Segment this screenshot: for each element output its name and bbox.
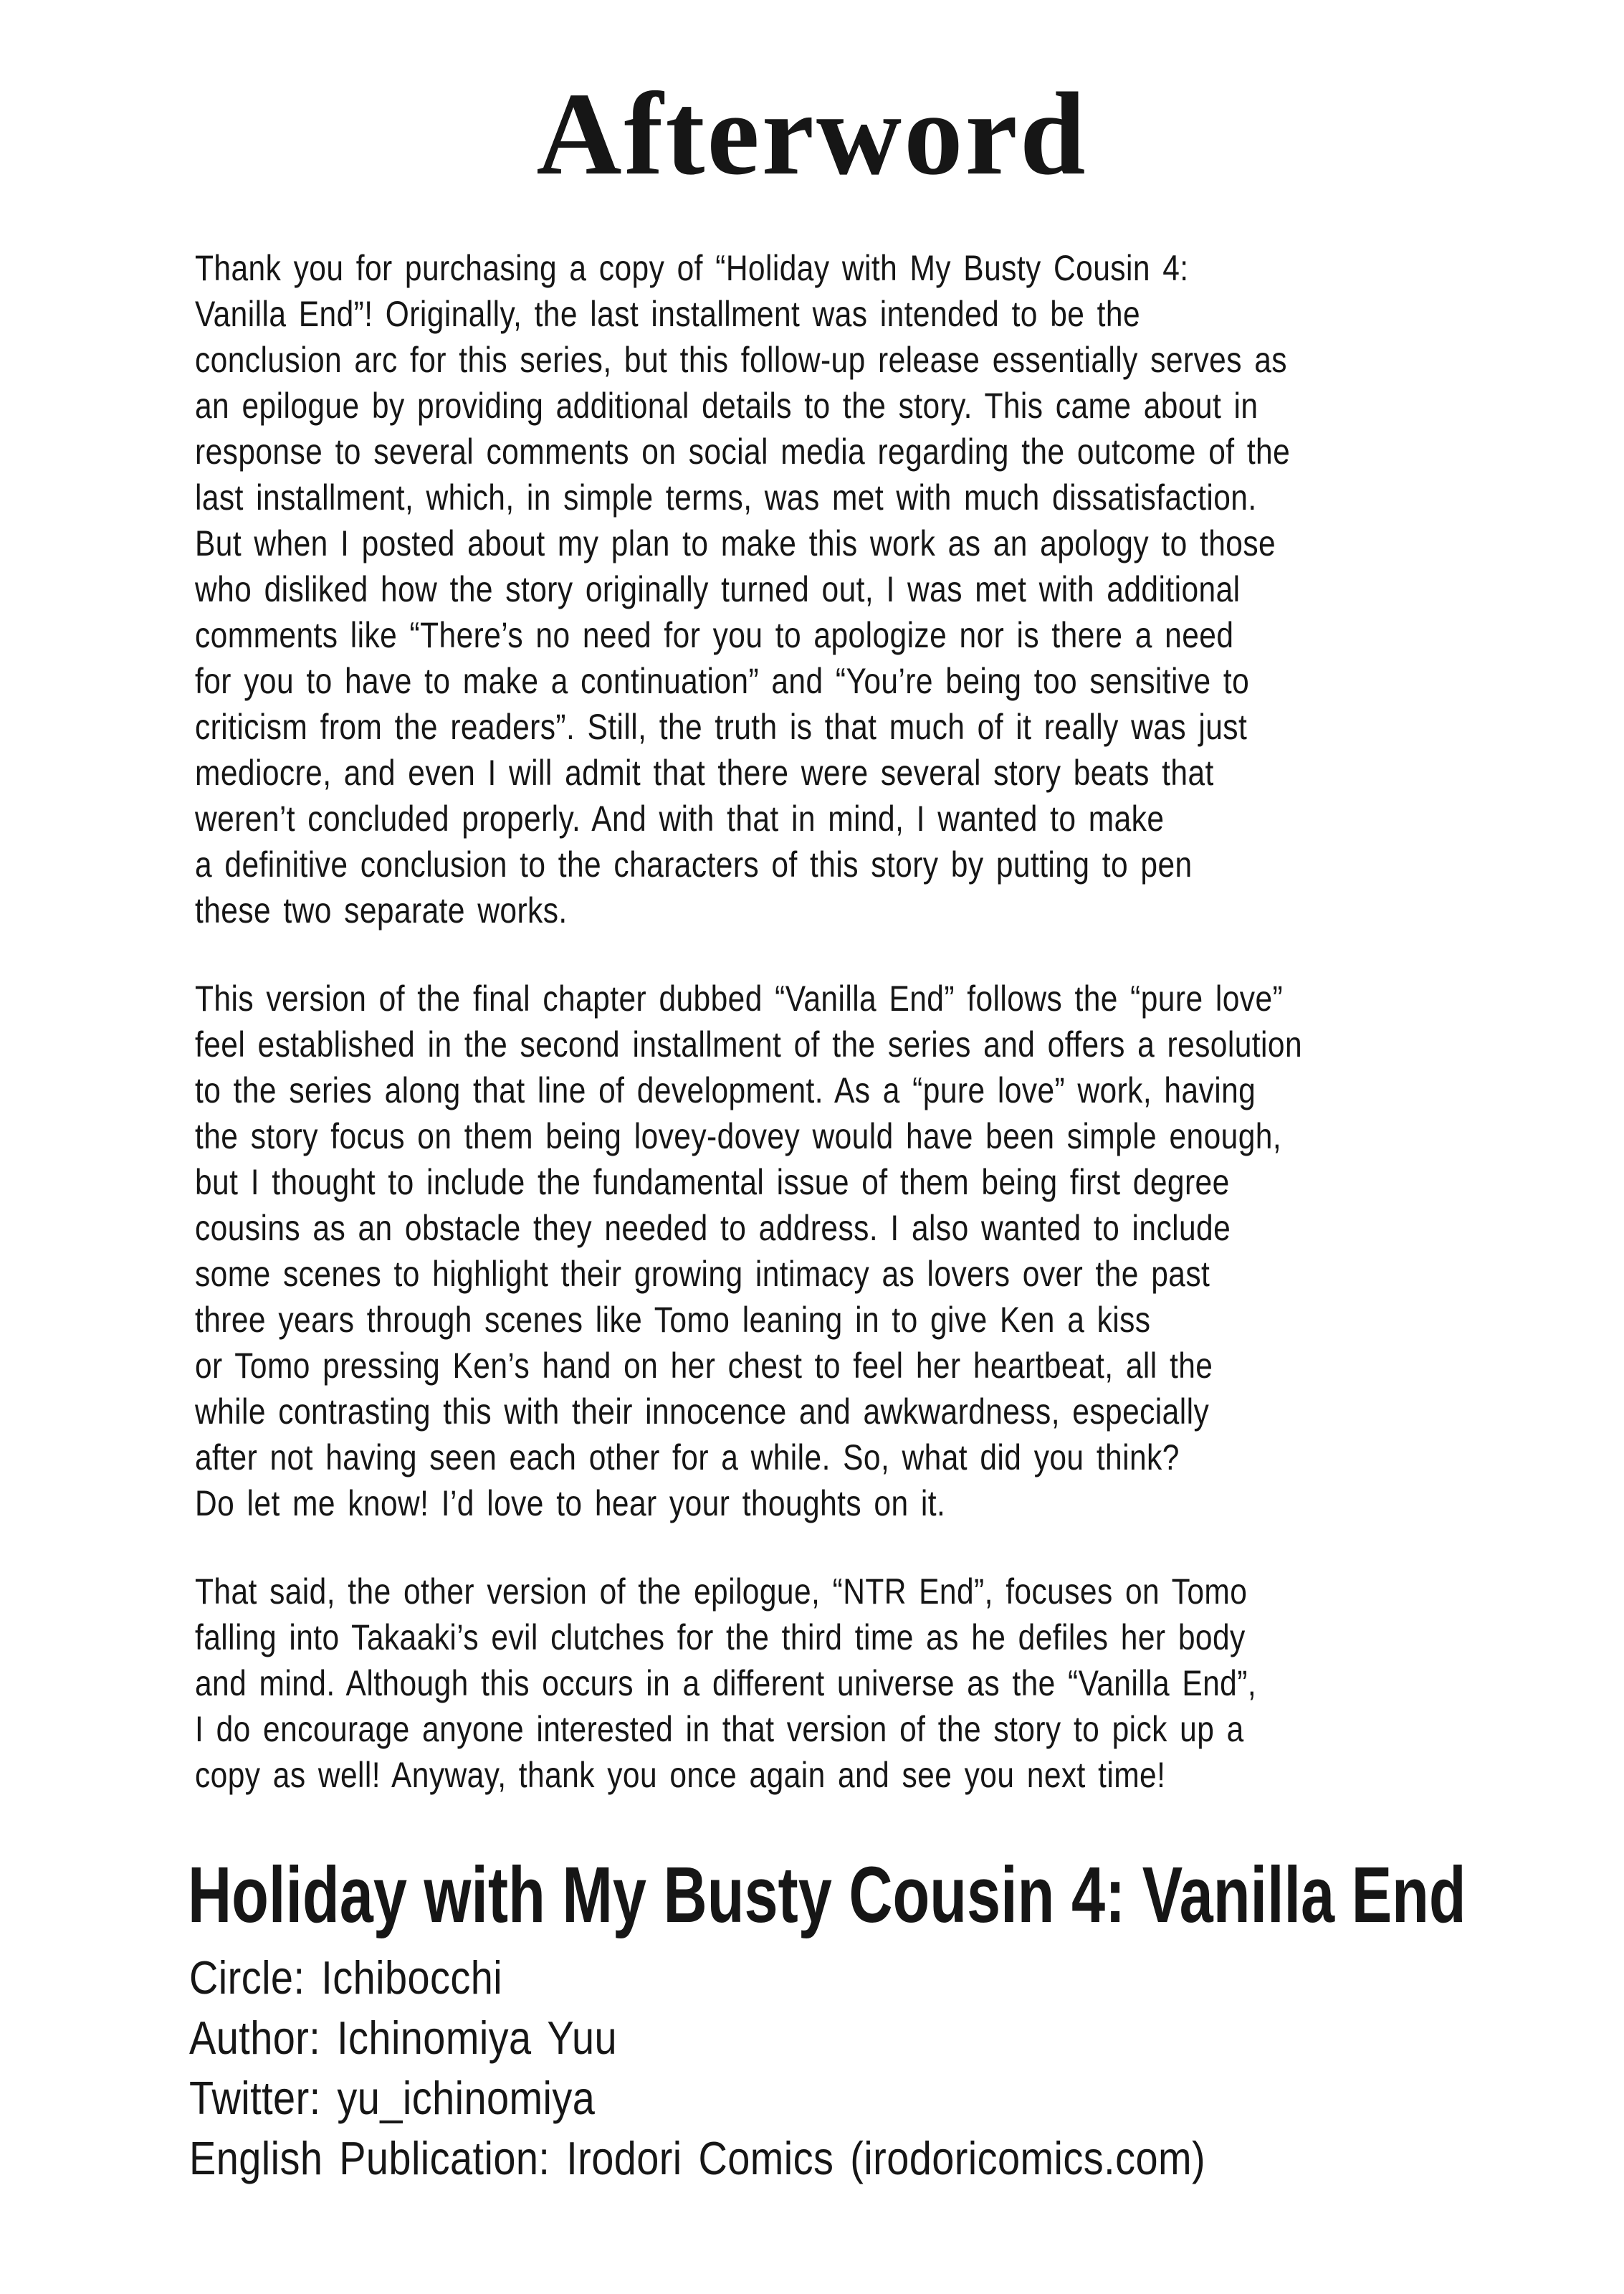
paragraph-line: and mind. Although this occurs in a different universe as the “Vanilla End”,	[195, 1663, 1257, 1703]
paragraph-line: who disliked how the story originally turned out, I was met with additional	[195, 569, 1241, 609]
paragraph-line: Vanilla End”! Originally, the last installment was intended to be the	[195, 294, 1141, 334]
paragraph-line: an epilogue by providing additional details to the story. This came about in	[195, 386, 1258, 426]
paragraph-line: three years through scenes like Tomo leaning in to give Ken a kiss	[195, 1300, 1151, 1340]
paragraph-line: But when I posted about my plan to make this work as an apology to those	[195, 523, 1276, 563]
paragraph-3	[195, 1569, 1410, 1798]
paragraph-line: these two separate works.	[195, 890, 568, 931]
paragraph-line: but I thought to include the fundamental issue of them being first degree	[195, 1162, 1230, 1202]
paragraph-line: or Tomo pressing Ken’s hand on her chest to feel her heartbeat, all the	[195, 1346, 1213, 1386]
paragraph-1	[195, 245, 1410, 933]
paragraph-line: a definitive conclusion to the characters of this story by putting to pen	[195, 844, 1193, 885]
paragraph-line: last installment, which, in simple terms, was met with much dissatisfaction.	[195, 477, 1257, 518]
afterword-body	[195, 245, 1624, 1798]
credits-list	[189, 1948, 1423, 2189]
paragraph-2	[195, 976, 1410, 1526]
credit-line: English Publication: Irodori Comics (irodoricomics.com)	[189, 2132, 1206, 2184]
paragraph-line: for you to have to make a continuation” and “You’re being too sensitive to	[195, 661, 1250, 701]
paragraph-line: response to several comments on social media regarding the outcome of the	[195, 432, 1291, 472]
paragraph-line: feel established in the second installment of the series and offers a resolution	[195, 1024, 1303, 1065]
credit-line: Circle: Ichibocchi	[189, 1951, 503, 2004]
paragraph-line: the story focus on them being lovey-dovey would have been simple enough,	[195, 1116, 1282, 1156]
paragraph-line: I do encourage anyone interested in that version of the story to pick up a	[195, 1709, 1244, 1749]
paragraph-line: mediocre, and even I will admit that there were several story beats that	[195, 753, 1214, 793]
paragraph-line: criticism from the readers”. Still, the truth is that much of it really was just	[195, 707, 1248, 747]
book-title-heading: Holiday with My Busty Cousin 4: Vanilla End	[188, 1851, 1466, 1939]
paragraph-line: Do let me know! I’d love to hear your thoughts on it.	[195, 1483, 946, 1523]
paragraph-line: That said, the other version of the epilogue, “NTR End”, focuses on Tomo	[195, 1571, 1248, 1612]
paragraph-line: falling into Takaaki’s evil clutches for the third time as he defiles her body	[195, 1617, 1246, 1657]
paragraph-line: weren’t concluded properly. And with that in mind, I wanted to make	[195, 799, 1165, 839]
paragraph-line: Thank you for purchasing a copy of “Holiday with My Busty Cousin 4:	[195, 248, 1189, 288]
paragraph-line: while contrasting this with their innocence and awkwardness, especially	[195, 1391, 1210, 1432]
paragraph-line: some scenes to highlight their growing intimacy as lovers over the past	[195, 1254, 1210, 1294]
paragraph-line: conclusion arc for this series, but this follow-up release essentially serves as	[195, 340, 1287, 380]
paragraph-line: cousins as an obstacle they needed to address. I also wanted to include	[195, 1208, 1231, 1248]
credit-line: Author: Ichinomiya Yuu	[189, 2012, 618, 2064]
paragraph-line: This version of the final chapter dubbed “Vanilla End” follows the “pure love”	[195, 979, 1284, 1019]
page-title: Afterword	[536, 68, 1088, 199]
paragraph-line: to the series along that line of development. As a “pure love” work, having	[195, 1070, 1256, 1110]
paragraph-line: after not having seen each other for a while. So, what did you think?	[195, 1437, 1180, 1477]
paragraph-line: copy as well! Anyway, thank you once again and see you next time!	[195, 1755, 1166, 1795]
paragraph-line: comments like “There’s no need for you to apologize nor is there a need	[195, 615, 1234, 655]
credit-line: Twitter: yu_ichinomiya	[189, 2072, 596, 2124]
